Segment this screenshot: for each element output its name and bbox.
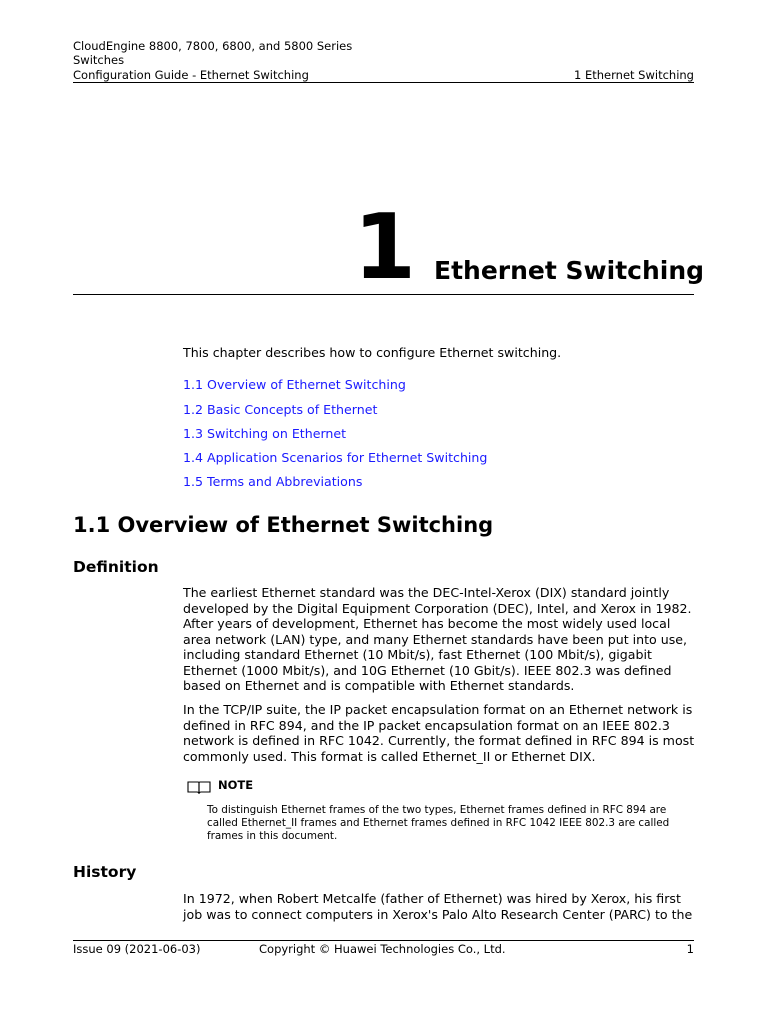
toc-link-application-scenarios[interactable]: 1.4 Application Scenarios for Ethernet Switching [183,450,488,465]
header-product-type: Switches [73,53,125,67]
header-divider [73,82,694,83]
chapter-number: 1 [353,195,416,300]
note-text: To distinguish Ethernet frames of the two types, Ethernet frames defined in RFC 894 are called Ethernet_II frames and Ethernet frames defined in RFC 1042 IEEE 802.3 are called frames in this document. [207,804,670,842]
toc-link-overview[interactable]: 1.1 Overview of Ethernet Switching [183,377,406,392]
section-title: 1.1 Overview of Ethernet Switching [73,513,494,537]
chapter-title: Ethernet Switching [434,256,705,285]
toc-link-terms[interactable]: 1.5 Terms and Abbreviations [183,474,363,489]
definition-paragraph-2: In the TCP/IP suite, the IP packet encapsulation format on an Ethernet network is defined in RFC 894, and the IP packet encapsulation format on an IEEE 802.3 network is defined in RFC 1042. Currently, the format defined in RFC 894 is most commonly used. This format is called Ethernet_II or Ethernet DIX. [183,702,695,764]
footer-divider [73,940,694,941]
history-heading: History [73,863,137,881]
note-label: NOTE [218,778,254,792]
footer-issue: Issue 09 (2021-06-03) [73,942,201,956]
toc-link-switching[interactable]: 1.3 Switching on Ethernet [183,426,347,441]
chapter-divider [73,294,694,295]
footer-page-number: 1 [686,942,694,956]
history-paragraph-1: In 1972, when Robert Metcalfe (father of Ethernet) was hired by Xerox, his first job was to connect computers in Xerox's Palo Alto Research Center (PARC) to the [183,891,693,922]
definition-heading: Definition [73,558,159,576]
header-chapter-ref: 1 Ethernet Switching [574,68,694,82]
header-product-line: CloudEngine 8800, 7800, 6800, and 5800 Series [73,39,353,53]
book-icon [186,779,212,793]
chapter-intro: This chapter describes how to configure Ethernet switching. [183,345,562,360]
header-guide-title: Configuration Guide - Ethernet Switching [73,68,309,82]
toc-link-basic-concepts[interactable]: 1.2 Basic Concepts of Ethernet [183,402,378,417]
footer-copyright: Copyright © Huawei Technologies Co., Ltd. [259,942,506,956]
definition-paragraph-1: The earliest Ethernet standard was the DEC-Intel-Xerox (DIX) standard jointly developed by the Digital Equipment Corporation (DEC), Intel, and Xerox in 1982. After years of development, Ethernet has become the most widely used local area network (LAN) type, and many Ethernet standards have been put into use, including standard Ethernet (10 Mbit/s), fast Ethernet (100 Mbit/s), gigabit Ethernet (1000 Mbit/s), and 10G Ethernet (10 Gbit/s). IEEE 802.3 was defined based on Ethernet and is compatible with Ethernet standards. [183,585,692,693]
